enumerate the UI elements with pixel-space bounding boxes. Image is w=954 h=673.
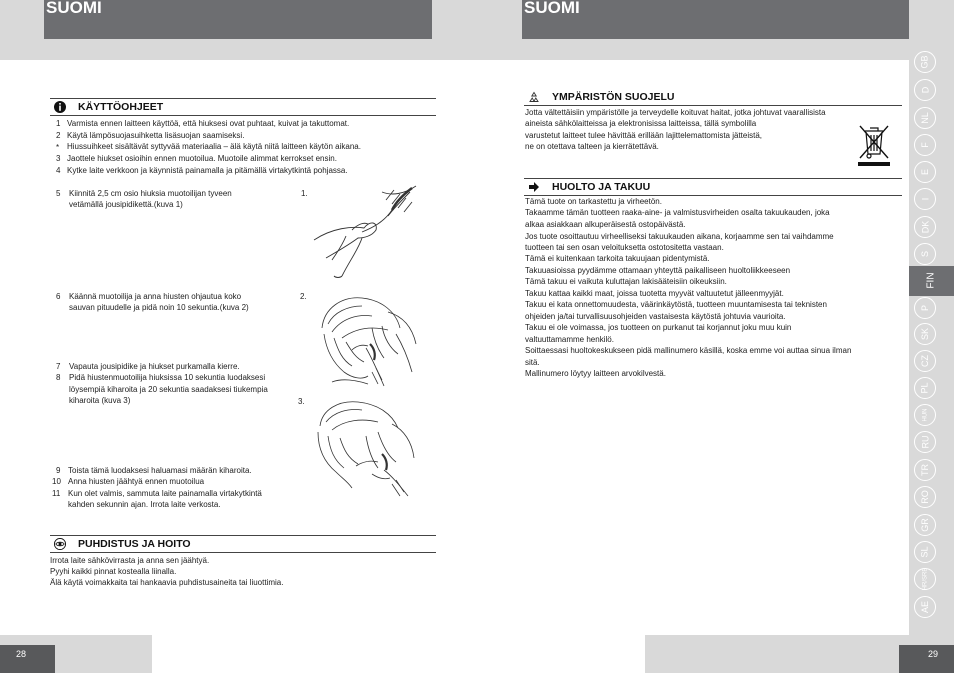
lang-tab-d[interactable] <box>914 79 936 101</box>
cleaning-text: Pyyhi kaikki pinnat kostealla liinalla. <box>50 567 177 576</box>
weee-bin-icon <box>856 122 892 168</box>
lang-tab-p[interactable] <box>914 297 936 319</box>
warranty-text: ohjeiden ja/tai turvallisuusohjeiden vastaisesta käytöstä johtuvia vaurioita. <box>525 312 786 321</box>
right-page-number-box <box>899 645 954 673</box>
figure-label: 3. <box>298 397 305 406</box>
warranty-text: Tämä ei kuitenkaan tarkoita takuujaan pidentymistä. <box>525 254 710 263</box>
instructions-heading <box>50 98 436 116</box>
warranty-text: Jos tuote osoittautuu virheelliseksi takuukauden aikana, korjaamme sen tai vaihdamme <box>525 232 834 241</box>
step-number: 10 <box>52 477 61 486</box>
right-header-title: SUOMI <box>524 0 580 17</box>
lang-label: RU <box>920 435 930 449</box>
step-text: sauvan pituudelle ja pidä noin 10 sekuntia.(kuva 2) <box>69 303 249 312</box>
environment-text: aineista sähkölaitteissa ja elektronisissa laitteissa, tällä symbolilla <box>525 119 757 128</box>
figure-label: 2. <box>300 292 307 301</box>
left-header-title: SUOMI <box>46 0 102 17</box>
warranty-text: Takuu kattaa kaikki maat, joissa tuotetta myyvät valtuutetut jälleenmyyjät. <box>525 289 784 298</box>
warranty-text: sitä. <box>525 358 540 367</box>
lang-label: AE <box>919 600 930 614</box>
step-text: vetämällä jousipidikettä.(kuva 1) <box>69 200 183 209</box>
lang-label: HR/SRB <box>922 567 929 591</box>
step-text: Vapauta jousipidike ja hiukset purkamalla kierre. <box>69 362 240 371</box>
warranty-text: Tämä takuu ei vaikuta kuluttajan lakisääteisiin oikeuksiin. <box>525 277 727 286</box>
step-number: 11 <box>52 489 61 498</box>
lang-tab-fin-active[interactable] <box>909 266 954 296</box>
lang-label: TR <box>920 464 930 476</box>
cleaning-text: Irrota laite sähkövirrasta ja anna sen jäähtyä. <box>50 556 210 565</box>
info-icon <box>54 101 66 113</box>
lang-label: PL <box>919 382 930 394</box>
lang-label: GR <box>920 518 930 532</box>
environment-text: varustetut laitteet tulee hävittää erillään lajittelemattomista jätteistä, <box>525 131 763 140</box>
lang-tab-pl[interactable] <box>914 377 936 399</box>
lang-label: CZ <box>920 355 930 367</box>
cleaning-heading <box>50 535 436 553</box>
step-text: Varmista ennen laitteen käyttöä, että hiuksesi ovat puhtaat, kuivat ja takuttomat. <box>67 119 350 128</box>
figure-3-illustration <box>312 396 424 501</box>
lang-tab-gb[interactable] <box>914 51 936 73</box>
lang-tab-hr-srb[interactable] <box>914 568 936 590</box>
step-number: 2 <box>56 131 61 140</box>
warranty-text: tuotteen tai sen osan veloituksetta ostotositetta vastaan. <box>525 243 724 252</box>
step-number: 4 <box>56 166 61 175</box>
step-text: Jaottele hiukset osioihin ennen muotoilua. Muotoile alimmat kerrokset ensin. <box>67 154 337 163</box>
lang-tab-gr[interactable] <box>914 514 936 536</box>
step-number: 8 <box>56 373 61 382</box>
lang-label: FIN <box>925 272 937 289</box>
step-text: kiharoita (kuva 3) <box>69 396 131 405</box>
warranty-title: HUOLTO JA TAKUU <box>552 181 651 193</box>
step-number: 1 <box>56 119 61 128</box>
step-text: Toista tämä luodaksesi haluamasi määrän kiharoita. <box>68 466 252 475</box>
environment-title: YMPÄRISTÖN SUOJELU <box>552 91 675 103</box>
lang-tab-hun[interactable] <box>914 404 936 426</box>
step-bullet: * <box>56 143 60 152</box>
step-number: 3 <box>56 154 61 163</box>
lang-label: SL <box>919 546 930 558</box>
environment-heading <box>524 89 902 106</box>
environment-rule <box>524 105 902 106</box>
lang-tab-sl[interactable] <box>914 541 936 563</box>
step-text: Kiinnitä 2,5 cm osio hiuksia muotoilijan tyveen <box>69 189 232 198</box>
figure-label: 1. <box>301 189 308 198</box>
recycle-icon <box>528 91 540 103</box>
step-text: löysempiä kiharoita ja 20 sekuntia saadaksesi tiukempia <box>69 385 268 394</box>
lang-label: I <box>919 197 930 201</box>
step-text: Hiussuihkeet sisältävät syttyvää materiaalia – älä käytä niitä laitteen käytön aikana. <box>67 142 361 151</box>
cleaning-text: Älä käytä voimakkaita tai hankaavia puhdistusaineita tai liuottimia. <box>50 578 284 587</box>
step-number: 7 <box>56 362 61 371</box>
cleaning-title: PUHDISTUS JA HOITO <box>78 538 191 550</box>
warranty-text: Soittaessasi huoltokeskukseen pidä mallinumero käsillä, koska emme voi auttaa sinua ilman <box>525 346 852 355</box>
step-text: Käännä muotoilija ja anna hiusten ohjautua koko <box>69 292 242 301</box>
warranty-text: Takuu ei ole voimassa, jos tuotteen on purkanut tai korjannut joku muu kuin <box>525 323 792 332</box>
lang-tab-sk[interactable] <box>914 323 936 345</box>
lang-tab-e[interactable] <box>914 161 936 183</box>
step-text: Kytke laite verkkoon ja käynnistä painamalla ja pitämällä virtakytkintä pohjassa. <box>67 166 348 175</box>
environment-text: Jotta vältettäisiin ympäristölle ja terveydelle koituvat haitat, jotka johtuvat vaarallisista <box>525 108 826 117</box>
lang-tab-f[interactable] <box>914 134 936 156</box>
figure-1-illustration <box>312 180 424 280</box>
lang-tab-ae[interactable] <box>914 596 936 618</box>
lang-tab-tr[interactable] <box>914 459 936 481</box>
figure-2-illustration <box>312 288 424 393</box>
lang-label: S <box>919 250 930 258</box>
lang-tab-ru[interactable] <box>914 431 936 453</box>
lang-label: SK <box>919 327 930 341</box>
lang-tab-ro[interactable] <box>914 486 936 508</box>
lang-label: D <box>920 86 930 94</box>
lang-label: DK <box>919 220 930 234</box>
step-number: 6 <box>56 292 61 301</box>
lang-label: P <box>919 304 930 312</box>
lang-tab-s[interactable] <box>914 243 936 265</box>
lang-tab-cz[interactable] <box>914 350 936 372</box>
lang-label: HUN <box>922 408 928 422</box>
lang-tab-nl[interactable] <box>914 107 936 129</box>
step-number: 9 <box>56 466 61 475</box>
right-page-number: 29 <box>928 649 939 659</box>
step-text: Anna hiusten jäähtyä ennen muotoilua <box>68 477 205 486</box>
step-text: Pidä hiustenmuotoilija hiuksissa 10 sekuntia luodaksesi <box>69 373 266 382</box>
warranty-text: Mallinumero löytyy laitteen arvokilvestä. <box>525 369 666 378</box>
step-text: kahden sekunnin ajan. Irrota laite verkosta. <box>68 500 221 509</box>
lang-tab-dk[interactable] <box>914 216 936 238</box>
lang-label: E <box>919 168 930 176</box>
left-page-number-box <box>0 645 55 673</box>
lang-tab-i[interactable] <box>914 188 936 210</box>
step-text: Käytä lämpösuojasuihketta lisäsuojan saamiseksi. <box>67 131 245 140</box>
left-page-number: 28 <box>16 649 27 659</box>
lang-label: GB <box>919 55 930 69</box>
lang-label: RO <box>920 490 930 504</box>
lang-label: F <box>920 142 930 148</box>
warranty-text: Takuuasioissa pyydämme ottamaan yhteyttä paikalliseen huoltoliikkeeseen <box>525 266 791 275</box>
left-header <box>44 0 432 39</box>
instructions-title: KÄYTTÖOHJEET <box>78 101 164 113</box>
warranty-text: valtuuttamamme henkilö. <box>525 335 614 344</box>
warranty-text: Tämä tuote on tarkastettu ja virheetön. <box>525 197 662 206</box>
warranty-text: alkaa asiakkaan alkuperäisestä ostopäivästä. <box>525 220 686 229</box>
environment-text: ne on otettava talteen ja kierrätettävä. <box>525 142 659 151</box>
warranty-text: Takaamme tämän tuotteen raaka-aine- ja valmistusvirheiden osalta takuukauden, joka <box>525 208 830 217</box>
arrow-right-icon <box>528 181 540 193</box>
lang-label: NL <box>919 112 930 124</box>
warranty-heading <box>524 178 902 196</box>
step-number: 5 <box>56 189 61 198</box>
step-text: Kun olet valmis, sammuta laite painamalla virtakytkintä <box>68 489 262 498</box>
right-header <box>522 0 909 39</box>
eye-icon <box>54 538 66 550</box>
warranty-text: Takuu ei kata onnettomuudesta, väärinkäytöstä, tuotteen muuntamisesta tai teknisten <box>525 300 827 309</box>
